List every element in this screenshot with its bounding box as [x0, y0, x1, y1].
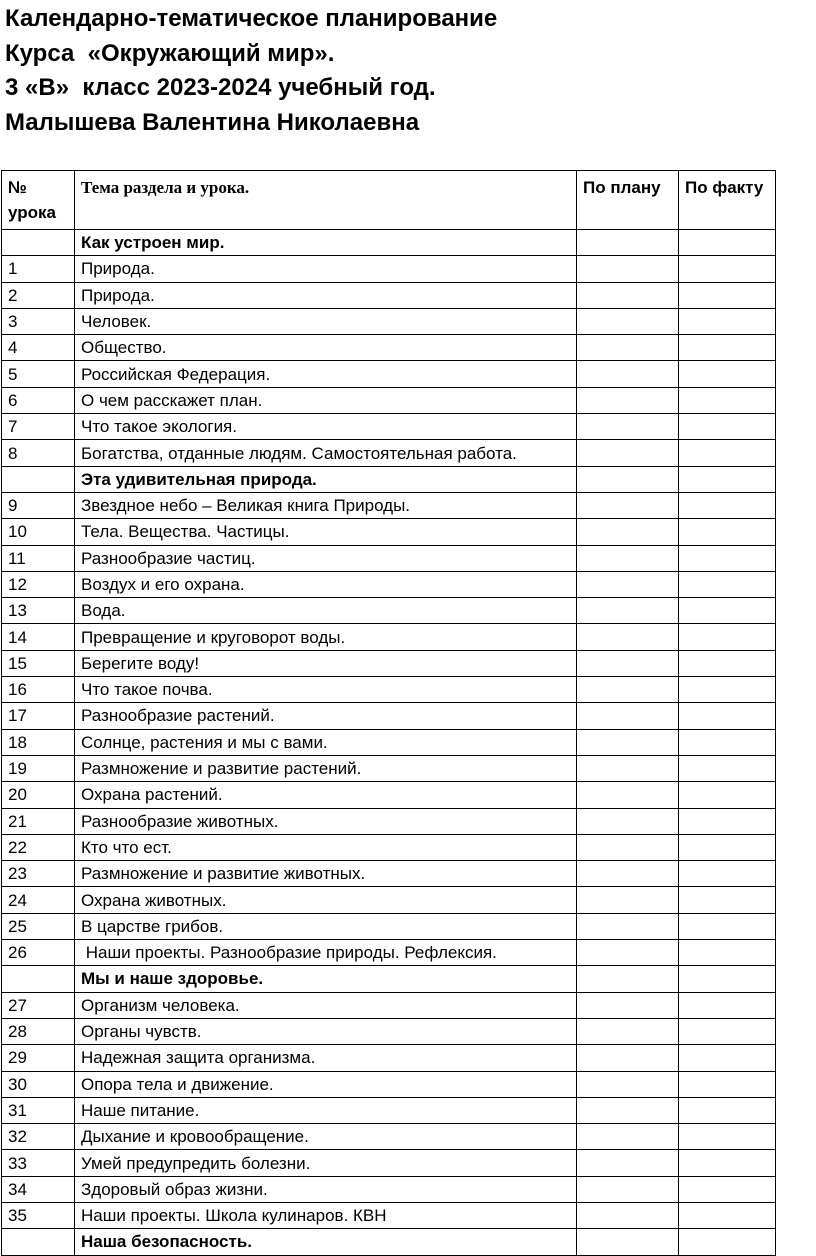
plan-date-cell [577, 1071, 679, 1097]
plan-date-cell [577, 861, 679, 887]
fact-date-cell [679, 361, 776, 387]
lesson-topic: Здоровый образ жизни. [75, 1176, 577, 1202]
fact-date-cell [679, 1176, 776, 1202]
table-row [2, 282, 776, 308]
lesson-number: 20 [2, 782, 75, 808]
table-row [2, 677, 776, 703]
fact-date-cell [679, 1018, 776, 1044]
table-row [2, 624, 776, 650]
fact-date-cell [679, 1071, 776, 1097]
lesson-number: 32 [2, 1124, 75, 1150]
lesson-topic: Превращение и круговорот воды. [75, 624, 577, 650]
fact-date-cell [679, 256, 776, 282]
lesson-number: 17 [2, 703, 75, 729]
fact-date-cell [679, 1229, 776, 1255]
lesson-topic: Природа. [75, 256, 577, 282]
lesson-topic: Надежная защита организма. [75, 1045, 577, 1071]
lesson-topic: Природа. [75, 282, 577, 308]
table-row [2, 782, 776, 808]
lesson-topic: Разнообразие частиц. [75, 545, 577, 571]
lesson-topic: Воздух и его охрана. [75, 571, 577, 597]
lesson-topic: Организм человека. [75, 992, 577, 1018]
lesson-number: 1 [2, 256, 75, 282]
table-row [2, 545, 776, 571]
lesson-topic: Органы чувств. [75, 1018, 577, 1044]
table-row [2, 1176, 776, 1202]
plan-date-cell [577, 624, 679, 650]
table-row [2, 861, 776, 887]
lesson-topic: Наши проекты. Разнообразие природы. Рефлексия. [75, 940, 577, 966]
fact-date-cell [679, 492, 776, 518]
column-header-plan: По плану [577, 171, 679, 230]
plan-date-cell [577, 230, 679, 256]
lesson-topic: Звездное небо – Великая книга Природы. [75, 492, 577, 518]
plan-date-cell [577, 440, 679, 466]
section-title: Эта удивительная природа. [75, 466, 577, 492]
lesson-number: 16 [2, 677, 75, 703]
lesson-topic: Солнце, растения и мы с вами. [75, 729, 577, 755]
table-row [2, 729, 776, 755]
fact-date-cell [679, 755, 776, 781]
lesson-number [2, 1229, 75, 1255]
header-teacher: Малышева Валентина Николаевна [5, 108, 420, 136]
plan-date-cell [577, 913, 679, 939]
lesson-topic: Тела. Вещества. Частицы. [75, 519, 577, 545]
lesson-number: 25 [2, 913, 75, 939]
lesson-number: 29 [2, 1045, 75, 1071]
plan-date-cell [577, 755, 679, 781]
table-row [2, 834, 776, 860]
plan-date-cell [577, 571, 679, 597]
lesson-topic: Что такое экология. [75, 414, 577, 440]
plan-date-cell [577, 256, 679, 282]
plan-date-cell [577, 677, 679, 703]
table-row [2, 940, 776, 966]
column-header-topic: Тема раздела и урока. [75, 171, 577, 230]
table-row [2, 755, 776, 781]
fact-date-cell [679, 335, 776, 361]
fact-date-cell [679, 519, 776, 545]
lesson-number: 5 [2, 361, 75, 387]
table-row [2, 571, 776, 597]
plan-date-cell [577, 1018, 679, 1044]
lesson-number [2, 966, 75, 992]
lesson-topic: В царстве грибов. [75, 913, 577, 939]
fact-date-cell [679, 308, 776, 334]
fact-date-cell [679, 808, 776, 834]
fact-date-cell [679, 677, 776, 703]
lesson-number: 33 [2, 1150, 75, 1176]
plan-date-cell [577, 1150, 679, 1176]
column-header-number-word: урока [8, 203, 56, 222]
lesson-topic: Размножение и развитие животных. [75, 861, 577, 887]
fact-date-cell [679, 782, 776, 808]
fact-date-cell [679, 834, 776, 860]
lesson-topic: Охрана животных. [75, 887, 577, 913]
plan-date-cell [577, 834, 679, 860]
table-row [2, 808, 776, 834]
plan-date-cell [577, 308, 679, 334]
table-header-row [2, 171, 776, 230]
lesson-number: 14 [2, 624, 75, 650]
fact-date-cell [679, 545, 776, 571]
lesson-number: 18 [2, 729, 75, 755]
lesson-number: 13 [2, 598, 75, 624]
lesson-number: 4 [2, 335, 75, 361]
fact-date-cell [679, 1045, 776, 1071]
lesson-number: 35 [2, 1202, 75, 1228]
fact-date-cell [679, 624, 776, 650]
table-row [2, 913, 776, 939]
fact-date-cell [679, 282, 776, 308]
table-row [2, 1097, 776, 1123]
plan-date-cell [577, 992, 679, 1018]
section-row [2, 230, 776, 256]
lesson-topic: Разнообразие растений. [75, 703, 577, 729]
table-row [2, 1124, 776, 1150]
fact-date-cell [679, 230, 776, 256]
table-row [2, 703, 776, 729]
lesson-number: 12 [2, 571, 75, 597]
lesson-number: 7 [2, 414, 75, 440]
fact-date-cell [679, 913, 776, 939]
lesson-topic: Умей предупредить болезни. [75, 1150, 577, 1176]
fact-date-cell [679, 966, 776, 992]
fact-date-cell [679, 1150, 776, 1176]
plan-date-cell [577, 466, 679, 492]
table-row [2, 414, 776, 440]
lesson-topic: Вода. [75, 598, 577, 624]
table-row [2, 335, 776, 361]
table-row [2, 519, 776, 545]
plan-date-cell [577, 808, 679, 834]
lesson-topic: Опора тела и движение. [75, 1071, 577, 1097]
plan-date-cell [577, 729, 679, 755]
lesson-number: 24 [2, 887, 75, 913]
lesson-number [2, 230, 75, 256]
lesson-number: 2 [2, 282, 75, 308]
column-header-number [2, 171, 75, 230]
fact-date-cell [679, 1124, 776, 1150]
table-row [2, 440, 776, 466]
table-row [2, 308, 776, 334]
header-class-year: 3 «В» класс 2023-2024 учебный год. [5, 74, 436, 101]
fact-date-cell [679, 992, 776, 1018]
section-title: Мы и наше здоровье. [75, 966, 577, 992]
fact-date-cell [679, 1202, 776, 1228]
section-row [2, 966, 776, 992]
section-title: Наша безопасность. [75, 1229, 577, 1255]
lesson-number: 22 [2, 834, 75, 860]
plan-date-cell [577, 361, 679, 387]
table-row [2, 1150, 776, 1176]
plan-date-cell [577, 966, 679, 992]
lesson-topic: Общество. [75, 335, 577, 361]
plan-date-cell [577, 545, 679, 571]
lesson-topic: Наше питание. [75, 1097, 577, 1123]
lesson-topic: Человек. [75, 308, 577, 334]
plan-date-cell [577, 650, 679, 676]
lesson-topic: Что такое почва. [75, 677, 577, 703]
table-row [2, 1018, 776, 1044]
plan-date-cell [577, 335, 679, 361]
lesson-number: 30 [2, 1071, 75, 1097]
table-row [2, 598, 776, 624]
fact-date-cell [679, 887, 776, 913]
lesson-number: 11 [2, 545, 75, 571]
plan-table [1, 170, 776, 1256]
section-title: Как устроен мир. [75, 230, 577, 256]
lesson-number: 26 [2, 940, 75, 966]
table-row [2, 256, 776, 282]
plan-date-cell [577, 1202, 679, 1228]
table-row [2, 1045, 776, 1071]
lesson-topic: Берегите воду! [75, 650, 577, 676]
fact-date-cell [679, 940, 776, 966]
lesson-topic: Российская Федерация. [75, 361, 577, 387]
table-row [2, 361, 776, 387]
fact-date-cell [679, 1097, 776, 1123]
lesson-number: 15 [2, 650, 75, 676]
fact-date-cell [679, 703, 776, 729]
plan-date-cell [577, 1124, 679, 1150]
lesson-number: 28 [2, 1018, 75, 1044]
header-title: Календарно-тематическое планирование [5, 5, 498, 32]
plan-date-cell [577, 282, 679, 308]
fact-date-cell [679, 598, 776, 624]
lesson-topic: Разнообразие животных. [75, 808, 577, 834]
lesson-number: 23 [2, 861, 75, 887]
fact-date-cell [679, 861, 776, 887]
section-row [2, 466, 776, 492]
plan-date-cell [577, 703, 679, 729]
plan-date-cell [577, 1045, 679, 1071]
lesson-number: 19 [2, 755, 75, 781]
table-row [2, 992, 776, 1018]
plan-date-cell [577, 387, 679, 413]
lesson-number: 8 [2, 440, 75, 466]
lesson-topic: Дыхание и кровообращение. [75, 1124, 577, 1150]
plan-date-cell [577, 1229, 679, 1255]
fact-date-cell [679, 387, 776, 413]
table-body [2, 230, 776, 1256]
table-row [2, 1071, 776, 1097]
header-course: Курса «Окружающий мир». [5, 39, 335, 67]
lesson-topic: Богатства, отданные людям. Самостоятельная работа. [75, 440, 577, 466]
plan-date-cell [577, 940, 679, 966]
lesson-topic: Размножение и развитие растений. [75, 755, 577, 781]
fact-date-cell [679, 571, 776, 597]
plan-date-cell [577, 598, 679, 624]
lesson-number: 10 [2, 519, 75, 545]
lesson-number: 6 [2, 387, 75, 413]
lesson-number: 3 [2, 308, 75, 334]
plan-date-cell [577, 1176, 679, 1202]
document-header [5, 2, 497, 140]
plan-date-cell [577, 492, 679, 518]
lesson-number: 34 [2, 1176, 75, 1202]
lesson-topic: Кто что ест. [75, 834, 577, 860]
lesson-number: 27 [2, 992, 75, 1018]
lesson-topic: Наши проекты. Школа кулинаров. КВН [75, 1202, 577, 1228]
plan-date-cell [577, 782, 679, 808]
column-header-number-symbol: № [8, 178, 27, 197]
table-row [2, 492, 776, 518]
column-header-fact: По факту [679, 171, 776, 230]
lesson-number [2, 466, 75, 492]
section-row [2, 1229, 776, 1255]
table-row [2, 1202, 776, 1228]
lesson-number: 21 [2, 808, 75, 834]
plan-date-cell [577, 887, 679, 913]
fact-date-cell [679, 414, 776, 440]
lesson-topic: О чем расскажет план. [75, 387, 577, 413]
fact-date-cell [679, 466, 776, 492]
table-row [2, 650, 776, 676]
fact-date-cell [679, 650, 776, 676]
plan-date-cell [577, 1097, 679, 1123]
plan-date-cell [577, 519, 679, 545]
lesson-topic: Охрана растений. [75, 782, 577, 808]
plan-date-cell [577, 414, 679, 440]
table-row [2, 887, 776, 913]
lesson-number: 9 [2, 492, 75, 518]
lesson-number: 31 [2, 1097, 75, 1123]
table-row [2, 387, 776, 413]
fact-date-cell [679, 729, 776, 755]
fact-date-cell [679, 440, 776, 466]
